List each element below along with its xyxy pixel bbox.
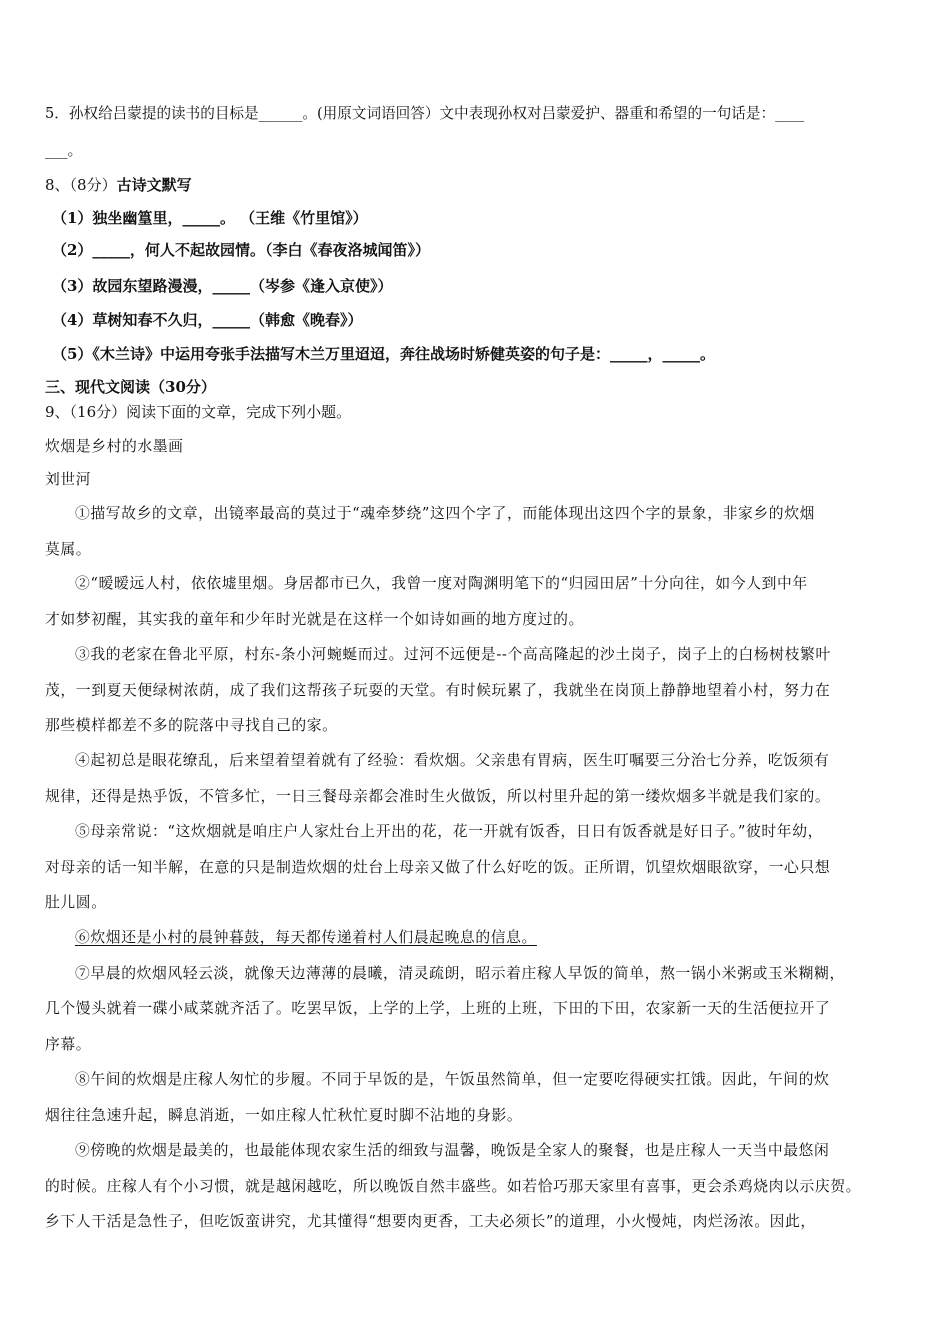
article-line: ⑦早晨的炊烟风轻云淡，就像天边薄薄的晨曦，清灵疏朗，昭示着庄稼人早饭的简单，熬一锅小米粥或玉米糊糊， (75, 965, 845, 982)
question-8-item-2: （2）_____，何人不起故园情。（李白《春夜洛城闻笛》） (52, 241, 430, 259)
section-3-heading: 三、现代文阅读（30分） (45, 378, 216, 396)
article-line: 对母亲的话一知半解，在意的只是制造炊烟的灶台上母亲又做了什么好吃的饭。正所谓，饥望炊烟眼欲穿，一心只想 (45, 859, 831, 876)
question-8-title: 古诗文默写 (116, 176, 192, 194)
question-8-number: 8、（8分） (45, 176, 117, 194)
article-line: ⑨傍晚的炊烟是最美的，也最能体现农家生活的细致与温馨，晚饭是全家人的聚餐，也是庄稼人一天当中最悠闲 (75, 1142, 830, 1159)
question-8-heading (45, 175, 192, 195)
article-line: 序幕。 (45, 1036, 92, 1053)
question-8-item-5: （5）《木兰诗》中运用夸张手法描写木兰万里迢迢，奔往战场时矫健英姿的句子是：_____，_____。 (52, 345, 715, 363)
article-line: 几个馒头就着一碟小咸菜就齐活了。吃罢早饭，上学的上学，上班的上班，下田的下田，农家新一天的生活便拉开了 (45, 1000, 831, 1017)
question-9-instruction: 9、（16分）阅读下面的文章，完成下列小题。 (45, 403, 352, 421)
question-8-item-1: （1）独坐幽篁里，_____。 （王维《竹里馆》） (52, 209, 368, 227)
article-line: 莫属。 (45, 541, 92, 558)
article-line: ③我的老家在鲁北平原，村东-条小河蜿蜒而过。过河不远便是--个高高隆起的沙土岗子，岗子上的白杨树枝繁叶 (75, 646, 831, 663)
article-line: 那些模样都差不多的院落中寻找自己的家。 (45, 717, 338, 734)
question-5-line-1: 5．孙权给吕蒙提的读书的目标是______。(用原文词语回答）文中表现孙权对吕蒙爱护、器重和希望的一句话是：____ (45, 105, 805, 122)
article-line: 茂，一到夏天便绿树浓荫，成了我们这帮孩子玩耍的天堂。有时候玩累了，我就坐在岗顶上静静地望着小村，努力在 (45, 682, 831, 699)
article-line: ⑧午间的炊烟是庄稼人匆忙的步履。不同于早饭的是，午饭虽然简单，但一定要吃得硬实扛饿。因此，午间的炊 (75, 1071, 830, 1088)
article-line: 规律，还得是热乎饭，不管多忙，一日三餐母亲都会准时生火做饭，所以村里升起的第一缕炊烟多半就是我们家的。 (45, 788, 831, 805)
article-line: 乡下人干活是急性子，但吃饭蛮讲究，尤其懂得“想要肉更香，工夫必须长”的道理，小火慢炖，肉烂汤浓。因此， (45, 1213, 816, 1230)
question-8-item-4: （4）草树知春不久归，_____（韩愈《晚春》） (52, 311, 363, 329)
question-8-item-3: （3）故园东望路漫漫，_____（岑参《逢入京使》） (52, 277, 393, 295)
article-line-underlined: ⑥炊烟还是小村的晨钟暮鼓，每天都传递着村人们晨起晚息的信息。 (75, 929, 537, 946)
article-line: 才如梦初醒，其实我的童年和少年时光就是在这样一个如诗如画的地方度过的。 (45, 611, 584, 628)
article-line: ④起初总是眼花缭乱，后来望着望着就有了经验：看炊烟。父亲患有胃病，医生叮嘱要三分治七分养，吃饭须有 (75, 752, 830, 769)
article-line: 的时候。庄稼人有个小习惯，就是越闲越吃，所以晚饭自然丰盛些。如若恰巧那天家里有喜事，更会杀鸡烧肉以示庆贺。 (45, 1178, 862, 1195)
article-line: ②“暧暧远人村，依依墟里烟。身居都市已久，我曾一度对陶渊明笔下的“归园田居”十分向往，如今人到中年 (75, 575, 808, 592)
article-author: 刘世河 (45, 471, 92, 488)
article-line: ①描写故乡的文章，出镜率最高的莫过于“魂牵梦绕”这四个字了，而能体现出这四个字的景象，非家乡的炊烟 (75, 505, 815, 522)
article-line: ⑤母亲常说：“这炊烟就是咱庄户人家灶台上开出的花，花一开就有饭香，日日有饭香就是好日子。”彼时年幼， (75, 823, 823, 840)
question-5-line-2: ___。 (45, 141, 83, 159)
article-title: 炊烟是乡村的水墨画 (45, 438, 184, 455)
article-line: 烟往往急速升起，瞬息消逝，一如庄稼人忙秋忙夏时脚不沾地的身影。 (45, 1107, 523, 1124)
article-line: 肚儿圆。 (45, 894, 107, 911)
